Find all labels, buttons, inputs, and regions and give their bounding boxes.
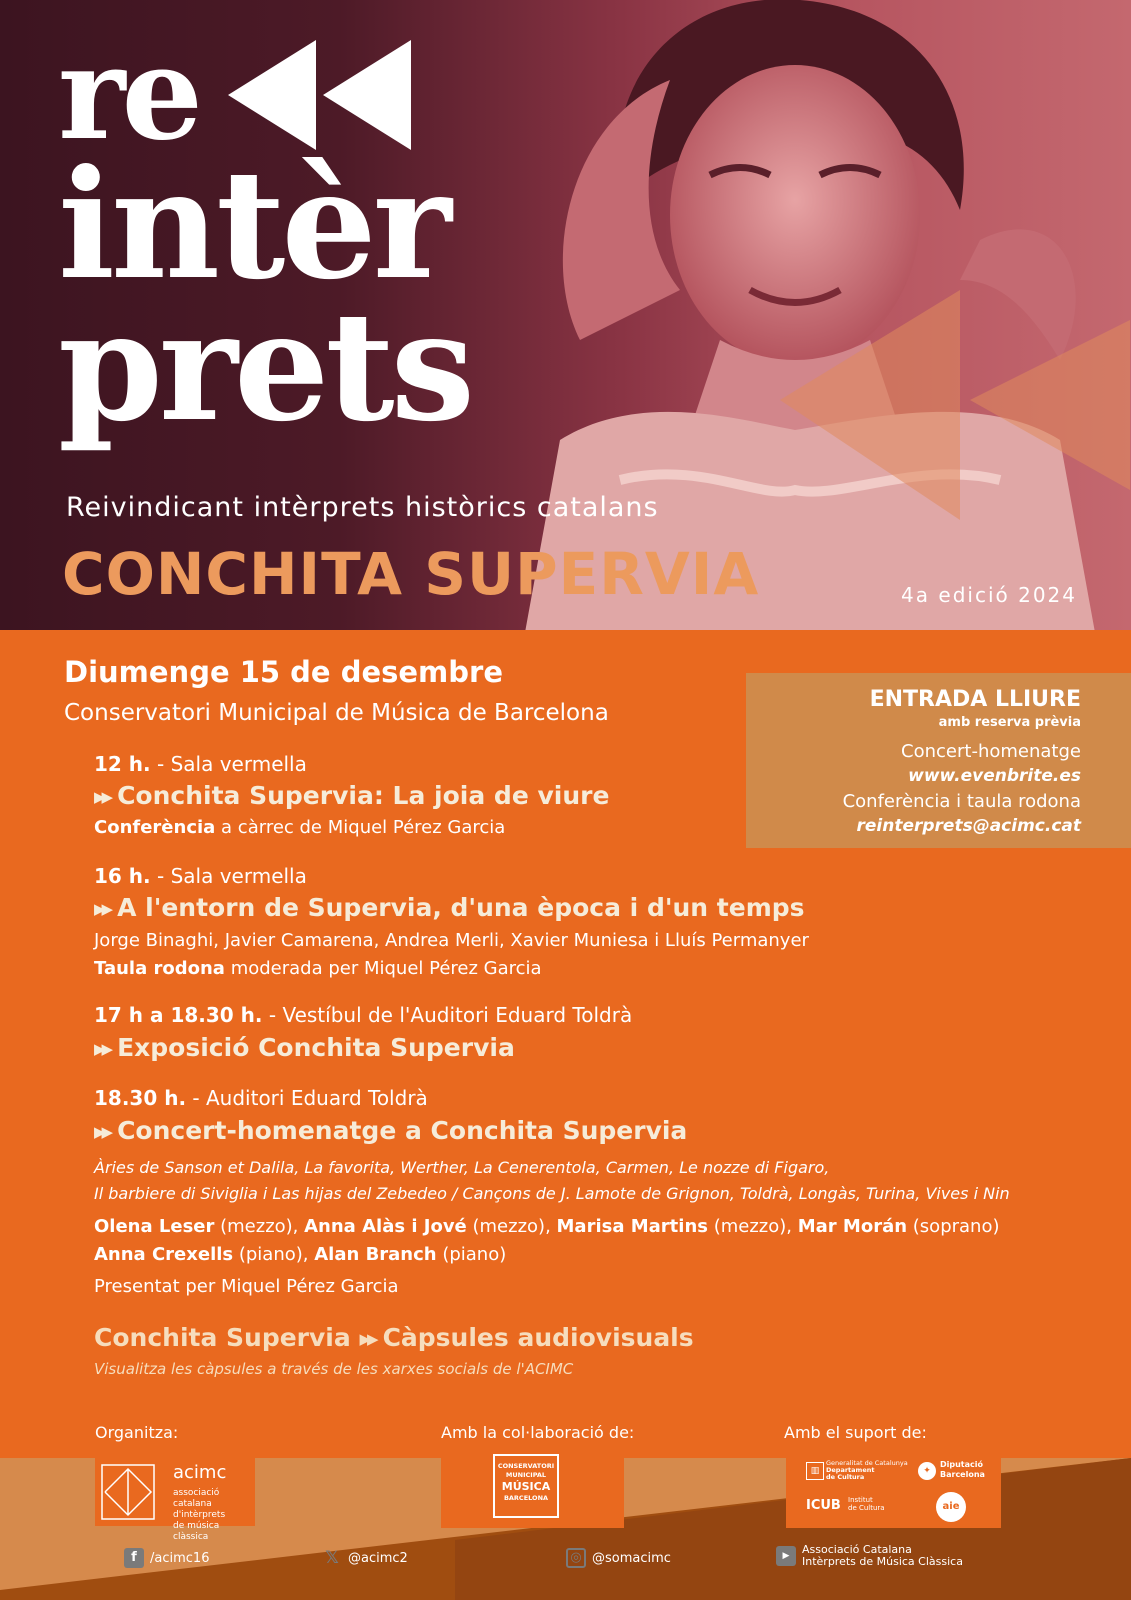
diputacio-icon: ✦	[918, 1462, 936, 1480]
event-2-detail-rest: moderada per Miquel Pérez Garcia	[224, 958, 542, 979]
event-1-place: - Sala vermella	[150, 752, 307, 776]
support-label: Amb el suport de:	[784, 1423, 927, 1442]
performer-name: Mar Morán	[797, 1216, 908, 1237]
event-4-program-2: Il barbiere di Siviglia i Las hijas del Zebedeo / Cançons de J. Lamote de Grignon, Toldrà, Longàs, Turina, Vives i Nin	[94, 1184, 1010, 1203]
event-3-time	[94, 1003, 632, 1027]
event-1-hour: 12 h.	[94, 752, 151, 776]
performer-name: Anna Alàs i Jové	[304, 1216, 467, 1237]
wordmark-re: re	[58, 19, 199, 169]
event-3-title-text: Exposició Conchita Supervia	[117, 1033, 515, 1062]
aie-logo[interactable]: aie	[936, 1492, 966, 1522]
capsules-title-a: Conchita Supervia	[94, 1323, 351, 1352]
conservatori-line-4: BARCELONA	[503, 1494, 549, 1502]
event-1-detail-bold: Conferència	[94, 817, 216, 838]
performer-role: (mezzo),	[214, 1216, 305, 1237]
performer-role: (mezzo),	[708, 1216, 798, 1237]
icub-tagline	[848, 1496, 885, 1512]
acimc-tagline-2: d'intèrprets	[173, 1510, 226, 1520]
social-instagram[interactable]	[566, 1548, 671, 1568]
icub-tagline-1: Institut	[848, 1496, 873, 1504]
event-4-presenter: Presentat per Miquel Pérez Garcia	[94, 1276, 399, 1297]
event-venue: Conservatori Municipal de Música de Barcelona	[64, 700, 609, 726]
facebook-icon: f	[124, 1548, 144, 1568]
performer-role: (soprano)	[907, 1216, 1000, 1237]
generalitat-logo[interactable]	[826, 1460, 908, 1481]
rewind-icon	[228, 40, 418, 150]
ticket-line-conference: Conferència i taula rodona	[842, 791, 1081, 812]
icub-tagline-2: de Cultura	[848, 1504, 885, 1512]
social-youtube[interactable]	[776, 1544, 963, 1568]
event-4-place: - Auditori Eduard Toldrà	[186, 1086, 428, 1110]
forward-arrow-icon: ▶▶	[359, 1330, 375, 1348]
collaboration-label: Amb la col·laboració de:	[441, 1423, 635, 1442]
support-logos	[786, 1458, 1001, 1528]
facebook-handle: /acimc16	[150, 1550, 210, 1566]
event-4-title-text: Concert-homenatge a Conchita Supervia	[117, 1116, 688, 1145]
instagram-handle: @somacimc	[592, 1550, 671, 1566]
event-2-title-text: A l'entorn de Supervia, d'una època i d'un temps	[117, 893, 805, 922]
event-1-detail	[94, 817, 505, 838]
event-4-performers-1	[94, 1216, 1000, 1237]
forward-arrow-icon: ▶▶	[94, 1040, 110, 1058]
social-x[interactable]	[322, 1548, 408, 1568]
ticket-info-box	[746, 673, 1131, 848]
conservatori-mark	[493, 1454, 559, 1518]
event-2-hour: 16 h.	[94, 864, 151, 888]
artist-name: CONCHITA SUPERVIA	[62, 540, 760, 608]
generalitat-line-3: de Cultura	[826, 1473, 865, 1481]
event-4-time	[94, 1086, 428, 1110]
ticket-link-eventbrite[interactable]: www.evenbrite.es	[908, 766, 1081, 786]
conservatori-logo[interactable]	[441, 1458, 624, 1528]
ticket-line-concert: Concert-homenatge	[901, 741, 1081, 762]
performer-role: (mezzo),	[466, 1216, 557, 1237]
edition-label: 4a edició 2024	[901, 583, 1077, 607]
capsules-subtitle: Visualitza les càpsules a través de les xarxes socials de l'ACIMC	[94, 1360, 574, 1378]
ticket-subtitle: amb reserva prèvia	[938, 715, 1081, 730]
acimc-tagline-1: associació catalana	[173, 1488, 220, 1509]
forward-arrow-icon: ▶▶	[94, 900, 110, 918]
diputacio-line-1: Diputació	[940, 1460, 984, 1469]
hero-banner	[0, 0, 1131, 630]
event-2-title	[94, 893, 805, 922]
event-4-program-1: Àries de Sanson et Dalila, La favorita, Werther, La Cenerentola, Carmen, Le nozze di Figaro,	[94, 1158, 830, 1177]
conservatori-line-2: MUNICIPAL	[505, 1471, 547, 1479]
event-2-panel: Jorge Binaghi, Javier Camarena, Andrea Merli, Xavier Muniesa i Lluís Permanyer	[94, 930, 809, 951]
event-1-time	[94, 752, 307, 776]
youtube-handle: Associació Catalana Intèrprets de Música Clàssica	[802, 1543, 963, 1568]
icub-logo[interactable]: ICUB	[806, 1498, 841, 1513]
acimc-name: acimc	[173, 1462, 227, 1483]
event-3-hour: 17 h a 18.30 h.	[94, 1003, 263, 1027]
performer-name: Anna Crexells	[94, 1244, 234, 1265]
event-4-title	[94, 1116, 687, 1145]
generalitat-icon: ▥	[806, 1462, 824, 1480]
youtube-icon: ▶	[776, 1546, 796, 1566]
instagram-icon: ◎	[566, 1548, 586, 1568]
event-4-performers-2	[94, 1244, 506, 1265]
forward-arrow-icon: ▶▶	[94, 788, 110, 806]
organizer-label: Organitza:	[95, 1423, 179, 1442]
acimc-tagline	[173, 1488, 255, 1543]
wordmark-inter: intèr	[58, 137, 448, 313]
capsules-title-b: Càpsules audiovisuals	[382, 1323, 694, 1352]
event-1-title	[94, 781, 609, 810]
acimc-mark-icon	[101, 1464, 155, 1520]
performer-name: Alan Branch	[314, 1244, 437, 1265]
event-2-detail-bold: Taula rodona	[94, 958, 225, 979]
performer-role: (piano)	[436, 1244, 507, 1265]
event-2-detail	[94, 958, 542, 979]
event-1-title-text: Conchita Supervia: La joia de viure	[117, 781, 610, 810]
event-3-title	[94, 1033, 515, 1062]
performer-name: Marisa Martins	[556, 1216, 708, 1237]
diputacio-logo[interactable]	[940, 1460, 985, 1480]
performer-role: (piano),	[233, 1244, 315, 1265]
conservatori-line-1: CONSERVATORI	[497, 1462, 555, 1470]
event-2-time	[94, 864, 307, 888]
event-4-hour: 18.30 h.	[94, 1086, 187, 1110]
conservatori-line-3: MÚSICA	[501, 1480, 551, 1493]
tagline: Reivindicant intèrprets històrics catalans	[66, 492, 659, 523]
generalitat-line-1: Generalitat de Catalunya	[826, 1459, 908, 1467]
event-3-place: - Vestíbul de l'Auditori Eduard Toldrà	[262, 1003, 633, 1027]
event-date: Diumenge 15 de desembre	[64, 655, 503, 689]
ticket-title: ENTRADA LLIURE	[869, 687, 1081, 712]
x-handle: @acimc2	[348, 1550, 408, 1566]
social-facebook[interactable]	[124, 1548, 209, 1568]
generalitat-line-2: Departament	[826, 1466, 875, 1474]
event-1-detail-rest: a càrrec de Miquel Pérez Garcia	[215, 817, 506, 838]
event-2-place: - Sala vermella	[150, 864, 307, 888]
acimc-logo[interactable]	[95, 1458, 255, 1542]
x-icon: 𝕏	[325, 1548, 339, 1568]
diputacio-line-2: Barcelona	[940, 1470, 985, 1479]
capsules-title	[94, 1323, 694, 1352]
wordmark-prets: prets	[58, 279, 472, 455]
forward-arrow-icon: ▶▶	[94, 1123, 110, 1141]
ticket-link-email[interactable]: reinterprets@acimc.cat	[856, 816, 1081, 836]
performer-name: Olena Leser	[94, 1216, 215, 1237]
acimc-tagline-3: de música clàssica	[173, 1521, 220, 1542]
